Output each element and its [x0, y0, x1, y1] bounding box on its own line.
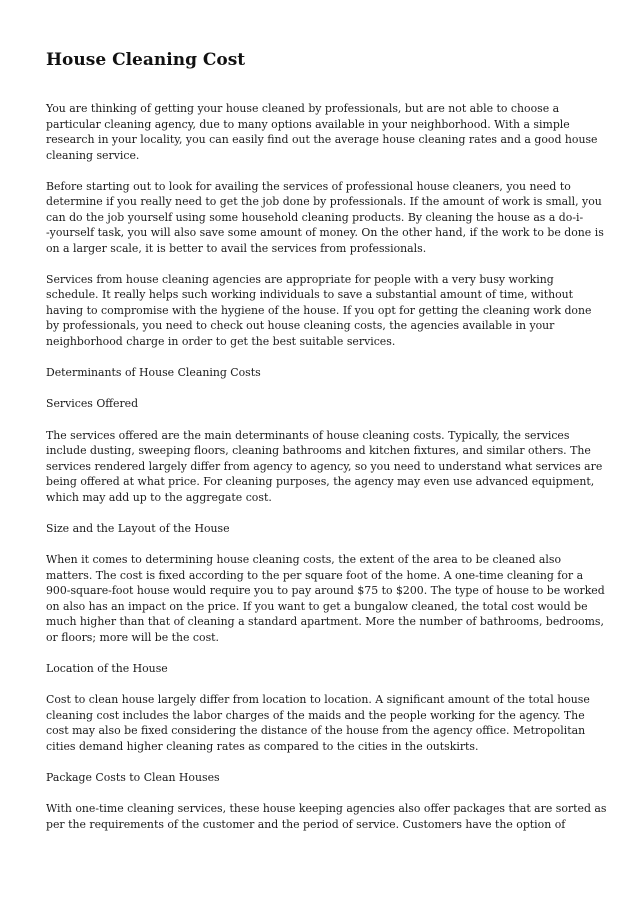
text-line: You are thinking of getting your house cleaned by professionals, but are not able to choose a — [46, 102, 560, 115]
text-line: 900-square-foot house would require you to pay around $75 to $200. The type of house to be worked — [46, 584, 605, 597]
text-line: -yourself task, you will also save some amount of money. On the other hand, if the work to be done is — [46, 226, 604, 239]
text-line: Cost to clean house largely differ from location to location. A significant amount of the total house — [46, 693, 590, 706]
page-title: House Cleaning Cost — [46, 50, 246, 70]
text-line: cities demand higher cleaning rates as compared to the cities in the outskirts. — [46, 739, 479, 753]
text-line: include dusting, sweeping floors, cleaning bathrooms and kitchen fixtures, and similar others. The — [46, 444, 591, 457]
text-line: which may add up to the aggregate cost. — [46, 490, 272, 504]
section-heading-size-layout: Size and the Layout of the House — [46, 521, 230, 535]
section-heading-services-offered: Services Offered — [46, 397, 139, 410]
text-line: With one-time cleaning services, these house keeping agencies also offer packages that are sorted as — [46, 802, 607, 815]
text-line: cost may also be fixed considering the distance of the house from the agency office. Metropolitan — [46, 724, 586, 737]
text-line: per the requirements of the customer and the period of service. Customers have the option of — [46, 817, 566, 831]
section-heading-package-costs: Package Costs to Clean Houses — [46, 770, 220, 784]
text-line: having to compromise with the hygiene of the house. If you opt for getting the cleaning work done — [46, 303, 592, 317]
text-line: matters. The cost is fixed according to the per square foot of the home. A one-time cleaning for a — [46, 568, 584, 582]
text-line: on also has an impact on the price. If you want to get a bungalow cleaned, the total cost would be — [46, 599, 588, 613]
section-heading-determinants: Determinants of House Cleaning Costs — [46, 365, 261, 379]
location-paragraph — [46, 692, 602, 754]
text-line: services rendered largely differ from agency to agency, so you need to understand what services are — [46, 459, 603, 473]
text-line: schedule. It really helps such working individuals to save a substantial amount of time, without — [46, 288, 574, 301]
text-line: cleaning service. — [46, 148, 140, 162]
package-costs-paragraph — [46, 801, 607, 832]
text-line: research in your locality, you can easily find out the average house cleaning rates and a good house — [46, 133, 598, 146]
text-line: or floors; more will be the cost. — [46, 630, 220, 644]
text-line: cleaning cost includes the labor charges of the maids and the people working for the agency. The — [46, 708, 585, 722]
text-line: by professionals, you need to check out house cleaning costs, the agencies available in your — [46, 319, 555, 332]
text-line: neighborhood charge in order to get the best suitable services. — [46, 334, 396, 348]
text-line: Services from house cleaning agencies are appropriate for people with a very busy working — [46, 272, 554, 286]
before-starting-paragraph — [46, 179, 602, 257]
text-line: much higher than that of cleaning a standard apartment. More the number of bathrooms, bedrooms, — [46, 615, 604, 628]
text-line: being offered at what price. For cleaning purposes, the agency may even use advanced equipment, — [46, 475, 595, 488]
section-heading-location: Location of the House — [46, 661, 168, 675]
text-line: When it comes to determining house cleaning costs, the extent of the area to be cleaned also — [46, 553, 562, 566]
services-agencies-paragraph — [46, 272, 602, 350]
text-line: on a larger scale, it is better to avail the services from professionals. — [46, 241, 427, 255]
text-line: Before starting out to look for availing the services of professional house cleaners, you need to — [46, 179, 571, 193]
text-line: particular cleaning agency, due to many options available in your neighborhood. With a simple — [46, 117, 570, 131]
text-line: can do the job yourself using some household cleaning products. By cleaning the house as a do-i- — [46, 210, 584, 224]
services-offered-paragraph — [46, 428, 602, 506]
text-line: The services offered are the main determinants of house cleaning costs. Typically, the services — [46, 428, 570, 442]
size-layout-paragraph — [46, 552, 605, 645]
intro-paragraph — [46, 101, 602, 163]
document-page — [46, 48, 607, 848]
text-line: determine if you really need to get the job done by professionals. If the amount of work is small, you — [46, 195, 602, 208]
